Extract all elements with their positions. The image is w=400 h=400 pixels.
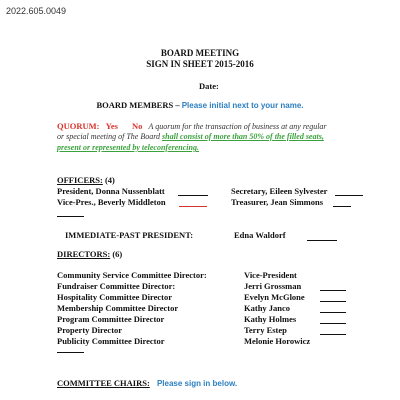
directors-count: (6) xyxy=(112,249,123,259)
director-initial-line[interactable] xyxy=(320,334,346,335)
quorum-text-2: or special meeting of The Board xyxy=(57,132,163,141)
director-name: Kathy Holmes xyxy=(244,314,297,324)
officers-extra-line[interactable] xyxy=(57,216,84,217)
director-initial-line[interactable] xyxy=(320,290,346,291)
officer-president: President, Donna Nussenblatt xyxy=(57,186,165,196)
director-role: Publicity Committee Director xyxy=(57,336,165,346)
director-role: Program Committee Director xyxy=(57,314,165,324)
treasurer-initial-line[interactable] xyxy=(333,206,351,207)
quorum-label: QUORUM: xyxy=(57,121,100,131)
date-label: Date: xyxy=(199,81,219,91)
director-name: Evelyn McGlone xyxy=(244,292,305,302)
title-line-2: SIGN IN SHEET 2015-2016 xyxy=(146,59,254,69)
committee-chairs-title: COMMITTEE CHAIRS: xyxy=(57,378,150,388)
officer-vice-president: Vice-Pres., Beverly Middleton xyxy=(57,197,166,207)
officer-secretary: Secretary, Eileen Sylvester xyxy=(231,186,328,196)
director-name: Jerri Grossman xyxy=(244,281,302,291)
officer-treasurer: Treasurer, Jean Simmons xyxy=(231,197,324,207)
title-line-1: BOARD MEETING xyxy=(160,48,240,58)
committee-chairs-header xyxy=(57,378,237,388)
director-name: Vice-President xyxy=(244,270,297,280)
director-role: Membership Committee Director xyxy=(57,303,179,313)
secretary-initial-line[interactable] xyxy=(335,195,363,196)
directors-extra-line[interactable] xyxy=(57,352,84,353)
quorum-yes: Yes xyxy=(105,121,118,131)
quorum-text-2-green: shall consist of more than 50% of the filled seats, xyxy=(162,132,324,141)
document-stamp: 2022.605.0049 xyxy=(6,6,67,16)
past-president-name: Edna Waldorf xyxy=(234,230,286,240)
board-members-instruction: Please initial next to your name. xyxy=(181,101,304,110)
director-name: Kathy Janco xyxy=(244,303,291,313)
quorum-line-1 xyxy=(57,121,327,131)
committee-chairs-instruction: Please sign in below. xyxy=(156,379,238,388)
past-president-initial-line[interactable] xyxy=(307,240,337,241)
director-initial-line[interactable] xyxy=(320,323,346,324)
directors-names xyxy=(244,270,310,347)
officers-title: OFFICERS: xyxy=(57,175,103,185)
president-initial-line[interactable] xyxy=(178,195,208,196)
director-role: Property Director xyxy=(57,325,123,335)
director-name: Melonie Horowicz xyxy=(244,336,311,346)
officers-heading xyxy=(57,175,115,185)
quorum-text-1: A quorum for the transaction of business at any regular xyxy=(148,122,327,131)
board-members-header xyxy=(0,100,400,110)
director-name: Terry Estep xyxy=(244,325,287,335)
board-members-label: BOARD MEMBERS – xyxy=(96,100,182,110)
director-role: Community Service Committee Director: xyxy=(57,270,207,280)
quorum-no: No xyxy=(132,121,143,131)
quorum-line-2 xyxy=(57,132,324,141)
director-initial-line[interactable] xyxy=(320,301,346,302)
officers-count: (4) xyxy=(104,175,115,185)
vice-president-initial-line[interactable] xyxy=(179,206,207,207)
director-initial-line[interactable] xyxy=(320,312,346,313)
past-president-label: IMMEDIATE-PAST PRESIDENT: xyxy=(65,230,194,240)
directors-title: DIRECTORS: xyxy=(57,249,111,259)
director-role: Hospitality Committee Director xyxy=(57,292,173,302)
director-role: Fundraiser Committee Director: xyxy=(57,281,176,291)
quorum-text-3-green: present or represented by teleconferencing. xyxy=(57,143,199,152)
directors-roles xyxy=(57,270,207,347)
directors-heading xyxy=(57,249,122,259)
